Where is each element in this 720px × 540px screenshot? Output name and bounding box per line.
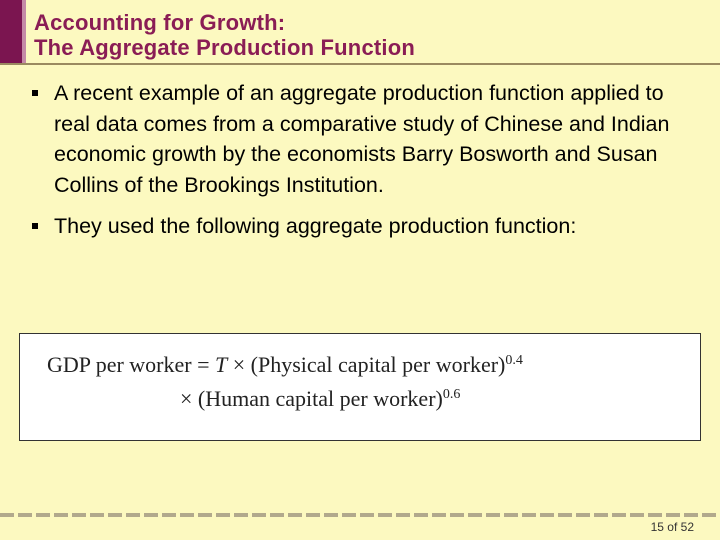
title-divider (0, 63, 720, 65)
formula-exponent-1: 0.4 (505, 353, 523, 368)
title-line-2: The Aggregate Production Function (34, 35, 415, 60)
formula-line-2 (180, 386, 460, 412)
formula-prefix: GDP per worker = (47, 352, 215, 377)
formula-line-2-text: × (Human capital per worker) (180, 386, 443, 411)
page-number: 15 of 52 (650, 520, 694, 534)
bullet-square-icon (32, 223, 38, 229)
formula-line-1 (47, 352, 523, 378)
footer-dashed-line (0, 513, 720, 517)
bullet-list (32, 78, 692, 253)
formula-suffix: × (Physical capital per worker) (227, 352, 506, 377)
bullet-text: A recent example of an aggregate production function applied to real data comes from a comparative study of Chinese and Indian economic growth by the economists Barry Bosworth and Susan Collins of the Brookings Institution. (54, 81, 670, 197)
accent-bar (0, 0, 22, 63)
accent-bar-highlight (22, 0, 26, 63)
bullet-item (32, 211, 692, 242)
bullet-item (32, 78, 692, 200)
formula-box (19, 333, 701, 441)
formula-exponent-2: 0.6 (442, 387, 461, 402)
title-line-1: Accounting for Growth: (34, 10, 286, 35)
bullet-text: They used the following aggregate production function: (54, 214, 577, 238)
bullet-square-icon (32, 90, 38, 96)
formula-symbol-t: T (215, 352, 228, 377)
slide-title (34, 10, 415, 60)
